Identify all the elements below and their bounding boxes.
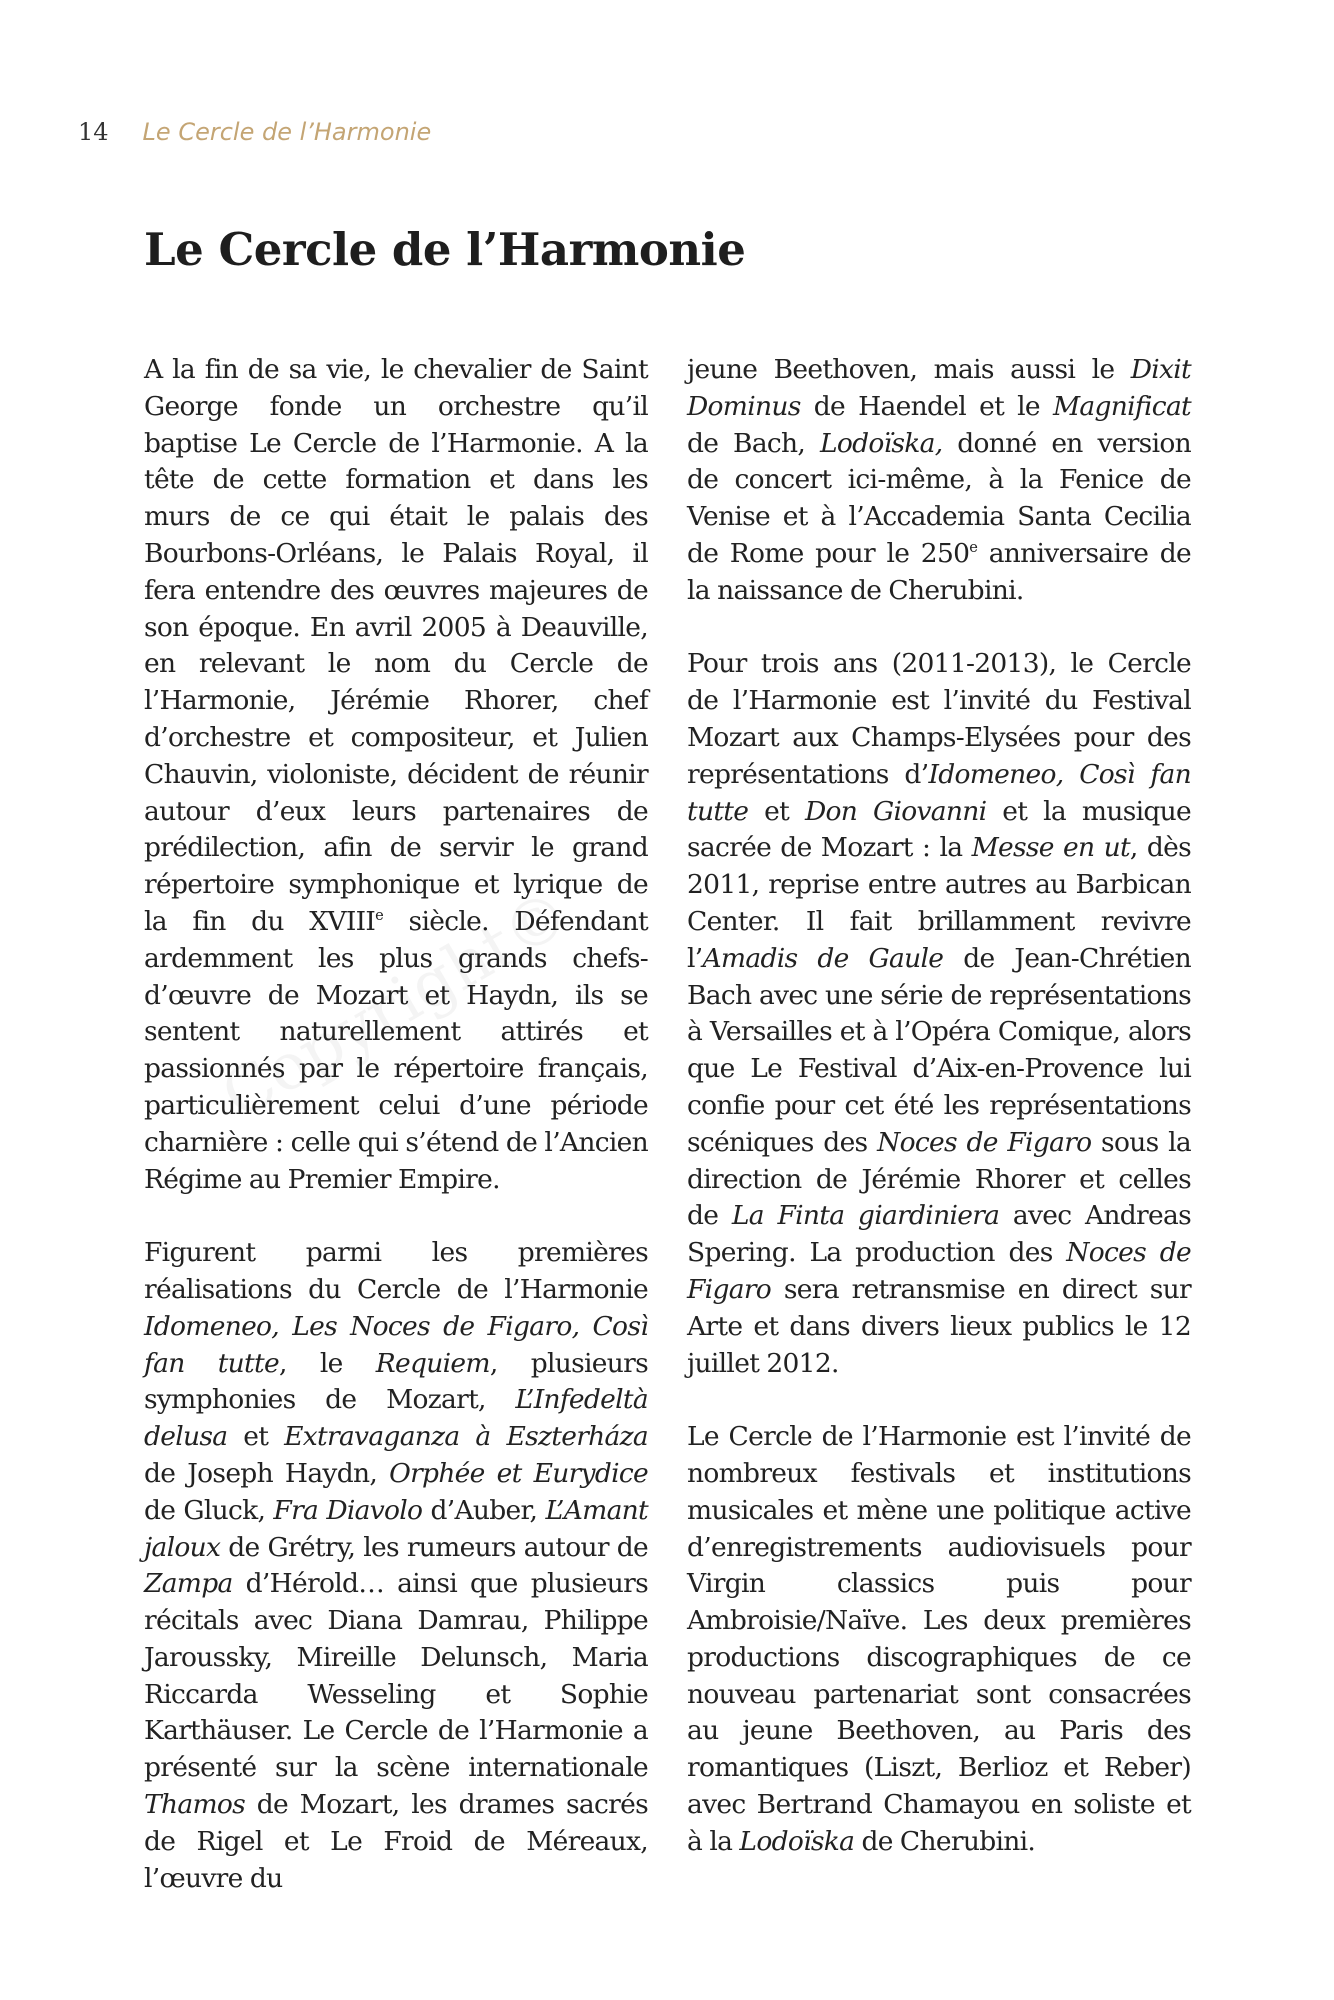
paragraph-beethoven-cherubini: jeune Beethoven, mais aussi le Dixit Dominus de Haendel et le Magnificat de Bach, Lodoïska, donné en version de concert ici-même, à la Fenice de Venise et à l’Accademia Santa Cecilia de Rome pour le 250e anniversaire de la naissance de Cherubini.	[687, 354, 1191, 606]
right-column	[687, 352, 1191, 1897]
left-column	[144, 352, 648, 1934]
running-title: Le Cercle de l’Harmonie	[142, 118, 432, 146]
paragraph-origins: A la fin de sa vie, le chevalier de Saint George fonde un orchestre qu’il baptise Le Cercle de l’Harmonie. A la tête de cette formation et dans les murs de ce qui était le palais des Bourbons-Orléans, le Palais Royal, il fera entendre des œuvres majeures de son époque. En avril 2005 à Deauville, en relevant le nom du Cercle de l’Harmonie, Jérémie Rhorer, chef d’orchestre et compositeur, et Julien Chauvin, violoniste, décident de réunir autour d’eux leurs partenaires de prédilection, afin de servir le grand répertoire symphonique et lyrique de la fin du XVIIIe siècle. Défendant ardemment les plus grands chefs-d’œuvre de Mozart et Haydn, ils se sentent naturellement attirés et passionnés par le répertoire français, particulièrement celui d’une période charnière : celle qui s’étend de l’Ancien Régime au Premier Empire.	[144, 354, 648, 1195]
running-header	[78, 117, 431, 147]
page-title: Le Cercle de l’Harmonie	[144, 223, 746, 276]
paragraph-early-productions: Figurent parmi les premières réalisations du Cercle de l’Harmonie Idomeneo, Les Noces de Figaro, Così fan tutte, le Requiem, plusieurs symphonies de Mozart, L’Infedeltà delusa et Extravaganza à Eszterháza de Joseph Haydn, Orphée et Eurydice de Gluck, Fra Diavolo d’Auber, L’Amant jaloux de Grétry, les rumeurs autour de Zampa d’Hérold… ainsi que plusieurs récitals avec Diana Damrau, Philippe Jaroussky, Mireille Delunsch, Maria Riccarda Wesseling et Sophie Karthäuser. Le Cercle de l’Harmonie a présenté sur la scène internationale Thamos de Mozart, les drames sacrés de Rigel et Le Froid de Méreaux, l’œuvre du	[144, 1237, 648, 1894]
paragraph-festival-mozart: Pour trois ans (2011-2013), le Cercle de l’Harmonie est l’invité du Festival Mozart aux Champs-Elysées pour des représentations d’Idomeneo, Così fan tutte et Don Giovanni et la musique sacrée de Mozart : la Messe en ut, dès 2011, reprise entre autres au Barbican Center. Il fait brillamment revivre l’Amadis de Gaule de Jean-Chrétien Bach avec une série de représentations à Versailles et à l’Opéra Comique, alors que Le Festival d’Aix-en-Provence lui confie pour cet été les représentations scéniques des Noces de Figaro sous la direction de Jérémie Rhorer et celles de La Finta giardiniera avec Andreas Spering. La production des Noces de Figaro sera retransmise en direct sur Arte et dans divers lieux publics le 12 juillet 2012.	[687, 648, 1192, 1379]
page-number: 14	[78, 118, 109, 146]
paragraph-recordings: Le Cercle de l’Harmonie est l’invité de nombreux festivals et institutions musicales et mène une politique active d’enregistrements audiovisuels pour Virgin classics puis pour Ambroisie/Naïve. Les deux premières productions discographiques de ce nouveau partenariat sont consacrées au jeune Beethoven, au Paris des romantiques (Liszt, Berlioz et Reber) avec Bertrand Chamayou en soliste et à la Lodoïska de Cherubini.	[687, 1421, 1191, 1857]
